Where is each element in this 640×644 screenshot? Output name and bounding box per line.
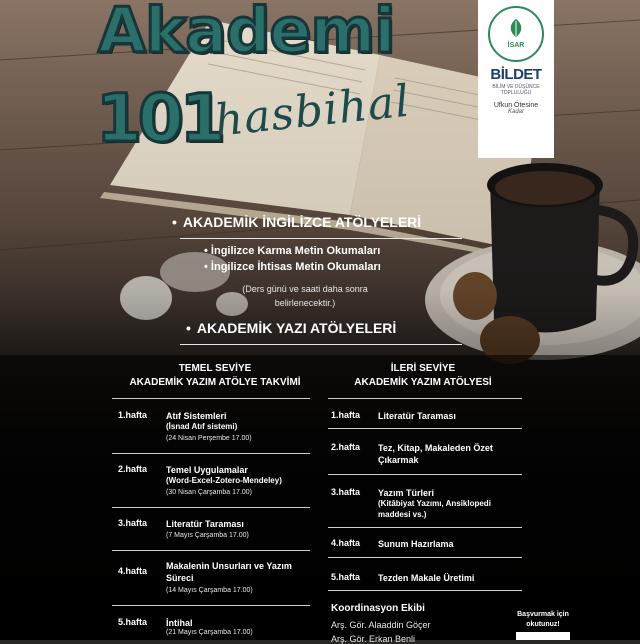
left-column-heading (110, 362, 320, 390)
row-divider (112, 398, 310, 399)
topic: Sunum Hazırlama (378, 539, 454, 549)
week-label: 5.hafta (331, 572, 361, 582)
session-date: (30 Nisan Çarşamba 17.00) (166, 489, 252, 496)
left-head-line2: AKADEMİK YAZIM ATÖLYE TAKVİMİ (129, 377, 301, 388)
divider (180, 238, 462, 239)
seal-text: İSAR (507, 42, 525, 49)
coordination-title: Koordinasyon Ekibi (331, 603, 425, 614)
session-date: (21 Mayıs Çarşamba 17.00) (166, 629, 253, 636)
row-divider (328, 474, 522, 475)
week-label: 2.hafta (118, 464, 148, 474)
topic: Temel Uygulamalar (166, 465, 248, 475)
qr-code[interactable] (516, 632, 570, 640)
row-divider (328, 590, 522, 591)
week-label: 4.hafta (118, 566, 148, 576)
title-hasbihal: hasbihal (212, 75, 413, 147)
topic: Literatür Taraması (166, 519, 244, 529)
row-divider (112, 507, 310, 508)
session-date: (24 Nisan Perşembe 17.00) (166, 435, 252, 442)
apply-line1: Başvurmak için (517, 611, 569, 618)
row-divider (112, 605, 310, 606)
bildet-subtitle: BİLİM VE DÜŞÜNCE TOPLULUĞU (492, 84, 540, 96)
club-badge (478, 0, 554, 158)
week-label: 5.hafta (118, 617, 148, 627)
topic: Makalenin Unsurları ve Yazım (166, 561, 292, 571)
week-label: 1.hafta (331, 410, 361, 420)
topic-detail: maddesi vs.) (378, 510, 427, 519)
topic-continued: Süreci (166, 573, 194, 583)
topic-detail: (İsnad Atıf sistemi) (166, 422, 238, 431)
bullet-icon: • (186, 320, 191, 336)
bullet-icon: • (172, 214, 177, 230)
row-divider (328, 428, 522, 429)
bildet-logo: BİLDET (490, 66, 542, 83)
isar-seal-logo (488, 6, 544, 62)
week-label: 3.hafta (331, 487, 361, 497)
section1-note (230, 282, 380, 310)
title-101: 101 (96, 80, 222, 157)
topic: Atıf Sistemleri (166, 411, 227, 421)
topic-detail: (Kitâbiyat Yazımı, Ansiklopedi (378, 499, 491, 508)
note-line1: (Ders günü ve saati daha sonra (242, 284, 368, 294)
section1-item-text: İngilizce Karma Metin Okumaları (210, 245, 381, 257)
slogan-line1: Ufkun Ötesine (493, 102, 539, 109)
topic: Yazım Türleri (378, 488, 435, 498)
right-head-line2: AKADEMİK YAZIM ATÖLYESİ (354, 377, 492, 388)
coordinator-name: Arş. Gör. Erkan Benli (331, 634, 416, 644)
topic: İntihal (166, 618, 193, 628)
section2-heading-text: AKADEMİK YAZI ATÖLYELERİ (196, 320, 397, 336)
topic-continued: Çıkarmak (378, 455, 419, 465)
slogan-line2: Kadar (507, 109, 524, 115)
note-line2: belirlenecektir.) (274, 298, 336, 308)
week-label: 1.hafta (118, 410, 148, 420)
topic: Literatür Taraması (378, 411, 456, 421)
title-akademi: Akademi (98, 0, 395, 67)
row-divider (328, 557, 522, 558)
apply-line2: okutunuz! (526, 621, 560, 628)
leaf-icon (507, 18, 525, 38)
apply-text (506, 610, 580, 630)
section1-item-text: İngilizce İhtisas Metin Okumaları (210, 261, 381, 273)
row-divider (112, 453, 310, 454)
section1-item: • İngilizce Karma Metin Okumaları (204, 245, 381, 257)
week-label: 2.hafta (331, 442, 361, 452)
session-date: (7 Mayıs Çarşamba 17.00) (166, 532, 249, 539)
left-head-line1: TEMEL SEVİYE (178, 363, 252, 374)
row-divider (328, 527, 522, 528)
week-label: 3.hafta (118, 518, 148, 528)
section1-item: • İngilizce İhtisas Metin Okumaları (204, 261, 381, 273)
right-column-heading (318, 362, 528, 390)
section1-heading-text: AKADEMİK İNGİLİZCE ATÖLYELERİ (182, 214, 422, 230)
coordinator-name: Arş. Gör. Alaaddin Göçer (331, 620, 431, 630)
divider (180, 344, 462, 345)
topic-detail: (Word-Excel-Zotero-Mendeley) (166, 476, 282, 485)
week-label: 4.hafta (331, 538, 361, 548)
topic: Tez, Kitap, Makaleden Özet (378, 443, 493, 453)
section1-heading (172, 214, 421, 230)
row-divider (112, 550, 310, 551)
section2-heading (186, 320, 396, 336)
row-divider (328, 398, 522, 399)
topic: Tezden Makale Üretimi (378, 573, 475, 583)
session-date: (14 Mayıs Çarşamba 17.00) (166, 587, 253, 594)
right-head-line1: İLERİ SEVİYE (390, 363, 456, 374)
